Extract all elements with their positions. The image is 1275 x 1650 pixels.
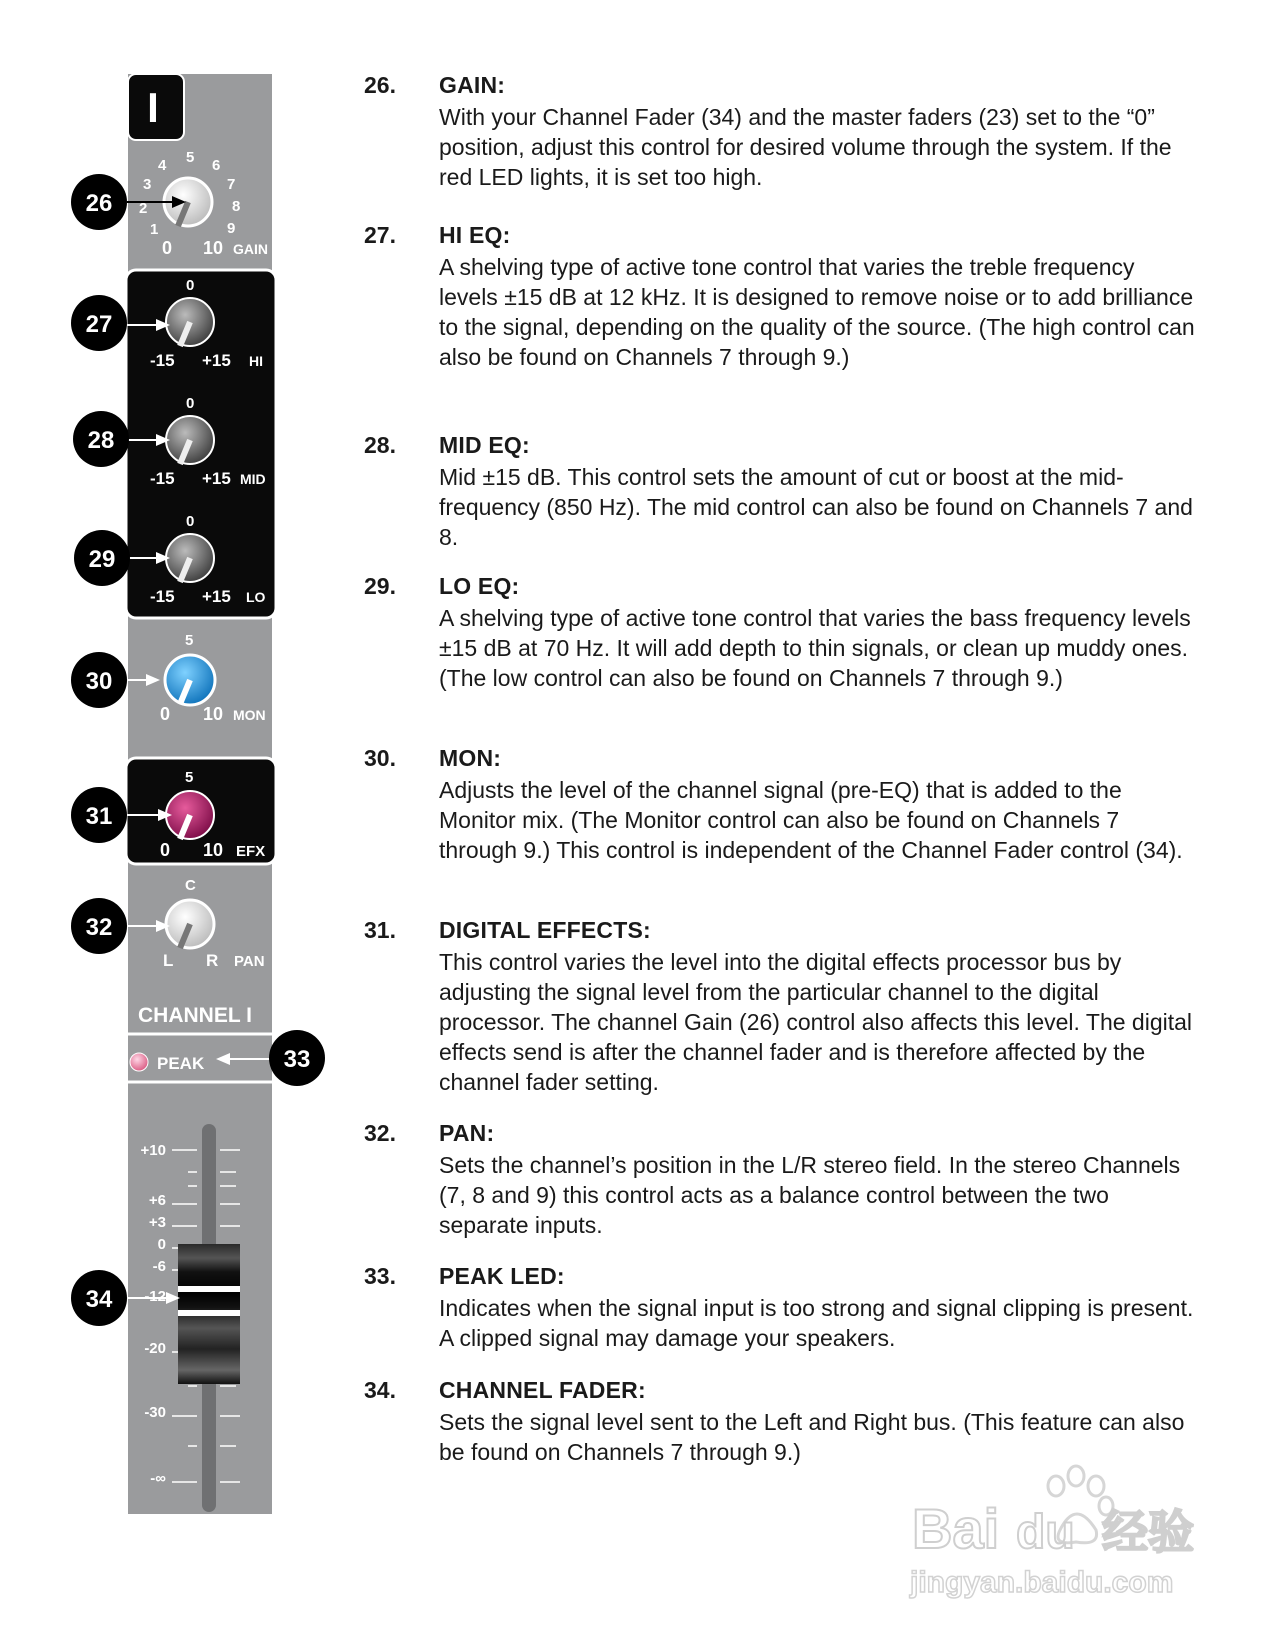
item-body: Indicates when the signal input is too strong and signal clipping is present. A clipped signal may damage your speakers. bbox=[439, 1295, 1194, 1351]
hi-center: 0 bbox=[186, 277, 195, 294]
item-number: 29. bbox=[364, 573, 396, 599]
channel-label: CHANNEL I bbox=[138, 1004, 252, 1027]
item-heading: HI EQ: bbox=[439, 222, 511, 248]
mixer-channel-strip bbox=[0, 0, 330, 1650]
item-body: Adjusts the level of the channel signal (pre-EQ) that is added to the Monitor mix. (The Monitor control can also be found on Channels 7 through 9.) This control is independent of the Channel Fader control (34). bbox=[439, 777, 1183, 863]
mid-max: +15 bbox=[202, 469, 231, 488]
item-number: 32. bbox=[364, 1120, 396, 1146]
mid-eq-knob[interactable] bbox=[166, 416, 214, 464]
mid-min: -15 bbox=[150, 469, 175, 488]
gain-max: 10 bbox=[203, 238, 224, 258]
fader-tick-minus6: -6 bbox=[152, 1258, 166, 1275]
gain-tick-2: 2 bbox=[139, 200, 148, 217]
gain-tick-6: 6 bbox=[212, 157, 221, 174]
fader-tick-minus20: -20 bbox=[144, 1340, 166, 1357]
gain-min: 0 bbox=[162, 238, 173, 258]
svg-text:26: 26 bbox=[85, 190, 113, 217]
peak-label: PEAK bbox=[157, 1054, 205, 1073]
gain-tick-9: 9 bbox=[227, 220, 236, 237]
item-number: 28. bbox=[364, 432, 396, 458]
item-heading: MID EQ: bbox=[439, 432, 530, 458]
pan-label: PAN bbox=[234, 953, 265, 970]
watermark-brand-du: du bbox=[1016, 1506, 1075, 1559]
fader-tick-minus-inf: -∞ bbox=[150, 1470, 166, 1487]
fader-tick-0: 0 bbox=[157, 1236, 166, 1253]
item-number: 33. bbox=[364, 1263, 396, 1289]
lo-label: LO bbox=[246, 589, 266, 605]
item-number: 31. bbox=[364, 917, 396, 943]
mon-label: MON bbox=[233, 707, 266, 723]
fader-tick-plus6: +6 bbox=[148, 1192, 166, 1209]
item-body: This control varies the level into the digital effects processor bus by adjusting the signal level from the particular channel to the digital processor. The channel Gain (26) control also affects this level. The digital effects send is after the channel fader and is therefore affected by the channel fader setting. bbox=[439, 949, 1193, 1095]
gain-tick-7: 7 bbox=[227, 176, 236, 193]
gain-tick-4: 4 bbox=[158, 157, 167, 174]
item-body: Mid ±15 dB. This control sets the amount of cut or boost at the mid-frequency (850 Hz). The mid control can also be found on Channels 7 and 8. bbox=[439, 464, 1193, 550]
pan-center: C bbox=[185, 877, 196, 894]
fader-tick-plus10: +10 bbox=[140, 1142, 166, 1159]
gain-tick-8: 8 bbox=[232, 198, 241, 215]
watermark-url: jingyan.baidu.com bbox=[910, 1566, 1174, 1599]
lo-min: -15 bbox=[150, 587, 175, 606]
svg-text:31: 31 bbox=[85, 803, 113, 830]
lo-center: 0 bbox=[186, 513, 195, 530]
item-body: Sets the channel’s position in the L/R stereo field. In the stereo Channels (7, 8 and 9) this control acts as a balance control between the two separate inputs. bbox=[439, 1152, 1181, 1238]
pan-min: L bbox=[163, 951, 174, 970]
item-body: A shelving type of active tone control that varies the bass frequency levels ±15 dB at 70 Hz. It will add depth to thin signals, or clean up muddy ones. (The low control can also be found on Channels 7 through 9.) bbox=[439, 605, 1191, 691]
hi-min: -15 bbox=[150, 351, 175, 370]
hi-eq-knob[interactable] bbox=[166, 298, 214, 346]
item-heading: GAIN: bbox=[439, 72, 506, 98]
item-number: 26. bbox=[364, 72, 396, 98]
pan-max: R bbox=[206, 951, 219, 970]
mon-knob[interactable] bbox=[165, 655, 215, 705]
svg-text:33: 33 bbox=[283, 1046, 311, 1073]
item-body: Sets the signal level sent to the Left and Right bus. (This feature can also be found on Channels 7 through 9.) bbox=[439, 1409, 1185, 1465]
peak-led bbox=[130, 1053, 148, 1071]
lo-eq-knob[interactable] bbox=[166, 534, 214, 582]
item-number: 34. bbox=[364, 1377, 396, 1403]
pan-knob[interactable] bbox=[166, 900, 214, 948]
baidu-watermark bbox=[900, 1450, 1220, 1610]
watermark-brand: Bai bbox=[912, 1497, 1000, 1560]
efx-knob[interactable] bbox=[166, 791, 214, 839]
mid-label: MID bbox=[240, 471, 266, 487]
efx-center: 5 bbox=[185, 769, 194, 786]
item-heading: LO EQ: bbox=[439, 573, 520, 599]
fader-tick-plus3: +3 bbox=[148, 1214, 166, 1231]
gain-tick-5: 5 bbox=[186, 149, 195, 166]
lo-max: +15 bbox=[202, 587, 231, 606]
svg-text:32: 32 bbox=[85, 914, 113, 941]
gain-tick-3: 3 bbox=[143, 176, 152, 193]
gain-label: GAIN bbox=[233, 241, 268, 257]
item-body: A shelving type of active tone control that varies the treble frequency levels ±15 dB at 12 kHz. It is designed to remove noise or to add brilliance to the signal, depending on the quality of the source. (The high control can also be found on Channels 7 through 9.) bbox=[439, 254, 1195, 370]
item-heading: DIGITAL EFFECTS: bbox=[439, 917, 651, 943]
channel-number: I bbox=[147, 84, 159, 131]
item-body: With your Channel Fader (34) and the master faders (23) set to the “0” position, adjust this control for desired volume through the system. If the red LED lights, it is set too high. bbox=[439, 104, 1172, 190]
mid-center: 0 bbox=[186, 395, 195, 412]
mon-min: 0 bbox=[160, 704, 171, 724]
efx-max: 10 bbox=[203, 840, 224, 860]
gain-tick-1: 1 bbox=[150, 221, 159, 238]
mon-max: 10 bbox=[203, 704, 224, 724]
svg-text:27: 27 bbox=[85, 311, 113, 338]
svg-text:30: 30 bbox=[85, 668, 113, 695]
svg-text:34: 34 bbox=[85, 1286, 113, 1313]
item-number: 27. bbox=[364, 222, 396, 248]
mon-center: 5 bbox=[185, 632, 194, 649]
item-heading: CHANNEL FADER: bbox=[439, 1377, 646, 1403]
item-heading: PAN: bbox=[439, 1120, 495, 1146]
item-heading: MON: bbox=[439, 745, 502, 771]
hi-label: HI bbox=[249, 353, 263, 369]
svg-text:29: 29 bbox=[88, 546, 116, 573]
hi-max: +15 bbox=[202, 351, 231, 370]
fader-tick-minus12: -12 bbox=[144, 1288, 166, 1305]
fader-cap[interactable] bbox=[178, 1244, 240, 1384]
efx-label: EFX bbox=[236, 843, 266, 860]
fader-tick-minus30: -30 bbox=[144, 1404, 166, 1421]
efx-min: 0 bbox=[160, 840, 171, 860]
item-heading: PEAK LED: bbox=[439, 1263, 565, 1289]
item-number: 30. bbox=[364, 745, 396, 771]
svg-text:28: 28 bbox=[87, 427, 115, 454]
watermark-cn: 经验 bbox=[1102, 1506, 1194, 1558]
